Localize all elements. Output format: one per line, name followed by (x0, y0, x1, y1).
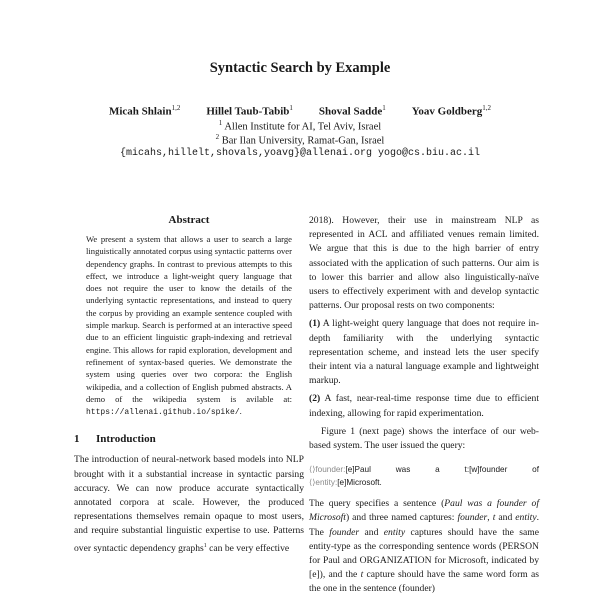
example-query: ⟨⟩founder:[e]Paul was a t:[w]founder of ⟨⟩entity:[e]Microsoft. (309, 465, 539, 488)
abstract-heading: Abstract (168, 214, 210, 226)
author: Shoval Sadde$^1$ (318, 104, 386, 118)
paragraph: 2018). However, their use in mainstream NLP as represented in ACL and affiliated venues remain limited. We argue that this is due to the high barrier of entry associated with the application of such patterns. Our aim is to lower this barrier and allow also linguistically-naïve users to effectively experiment with and develop syntactic patterns. Our proposal rests on two components: (309, 215, 539, 312)
affiliation: $^1$ Allen Institute for AI, Tel Aviv, Israel (218, 119, 382, 133)
list-item: (1) A light-weight query language that does not require in-depth familiarity with the underlying syntactic representation scheme, and instead lets the user specify their intent via a natural language example and lightweight markup. (309, 318, 539, 387)
paragraph: The query specifies a sentence (Paul was a founder of Microsoft) and three named captures: founder, t and entity. The founder and entity captures should have the same entity-type as the corresponding sentence words (PERSON for Paul and ORGANIZATION for Microsoft, indicated by [e]), and the t capture should have the same word form as the one in the sentence (founder) (309, 498, 540, 595)
left-column (74, 214, 304, 556)
affiliation: $^2$ Bar Ilan University, Ramat-Gan, Israel (215, 133, 385, 147)
intro-paragraph: The introduction of neural-network based models into NLP brought with it a substantial increase in syntactic parsing accuracy. We can now produce accurate syntactically annotated corpora at scale. However, the produced representations themselves remain opaque to most users, and require substantial linguistic expertise to use. Patterns over syntactic dependency graphs$^1$ can be very effective (74, 454, 304, 554)
author-emails: {micahs,hillelt,shovals,yoavg}@allenai.org yogo@cs.biu.ac.il (119, 148, 481, 159)
footnote-marker[interactable]: 1 (203, 542, 207, 549)
abstract-text: We present a system that allows a user to search a large linguistically annotated corpus using syntactic patterns over dependency graphs. In contrast to previous attempts to this effect, we introduce a light-weight query language that does not require the user to know the details of the underlying syntactic representations, and instead to query the corpus by providing an example sentence coupled with simple markup. Search is performed at an interactive speed due to an efficient linguistic graph-indexing and retrieval engine. This allows for rapid exploration, development and refinement of syntax-based queries. We demonstrate the system using queries over two corpora: the English wikipedia, and a collection of English pubmed abstracts. A demo of the wikipedia system is avilable at: https://allenai.github.io/spike/. (86, 234, 292, 418)
demo-url-link[interactable]: https://allenai.github.io/spike/ (86, 408, 240, 418)
section-heading: 1 Introduction (74, 433, 156, 446)
author: Micah Shlain$^{1,2}$ (108, 104, 181, 118)
paragraph: Figure 1 (next page) shows the interface of our web-based system. The user issued the query: (309, 425, 539, 452)
right-column (309, 214, 539, 597)
author: Yoav Goldberg$^{1,2}$ (411, 104, 492, 118)
list-item: (2) A fast, near-real-time response time due to efficient indexing, allowing for rapid experimentation. (309, 393, 539, 419)
paper-title: Syntactic Search by Example (209, 60, 391, 76)
author: Hillel Taub-Tabib$^1$ (206, 104, 293, 118)
author-list (0, 104, 600, 118)
